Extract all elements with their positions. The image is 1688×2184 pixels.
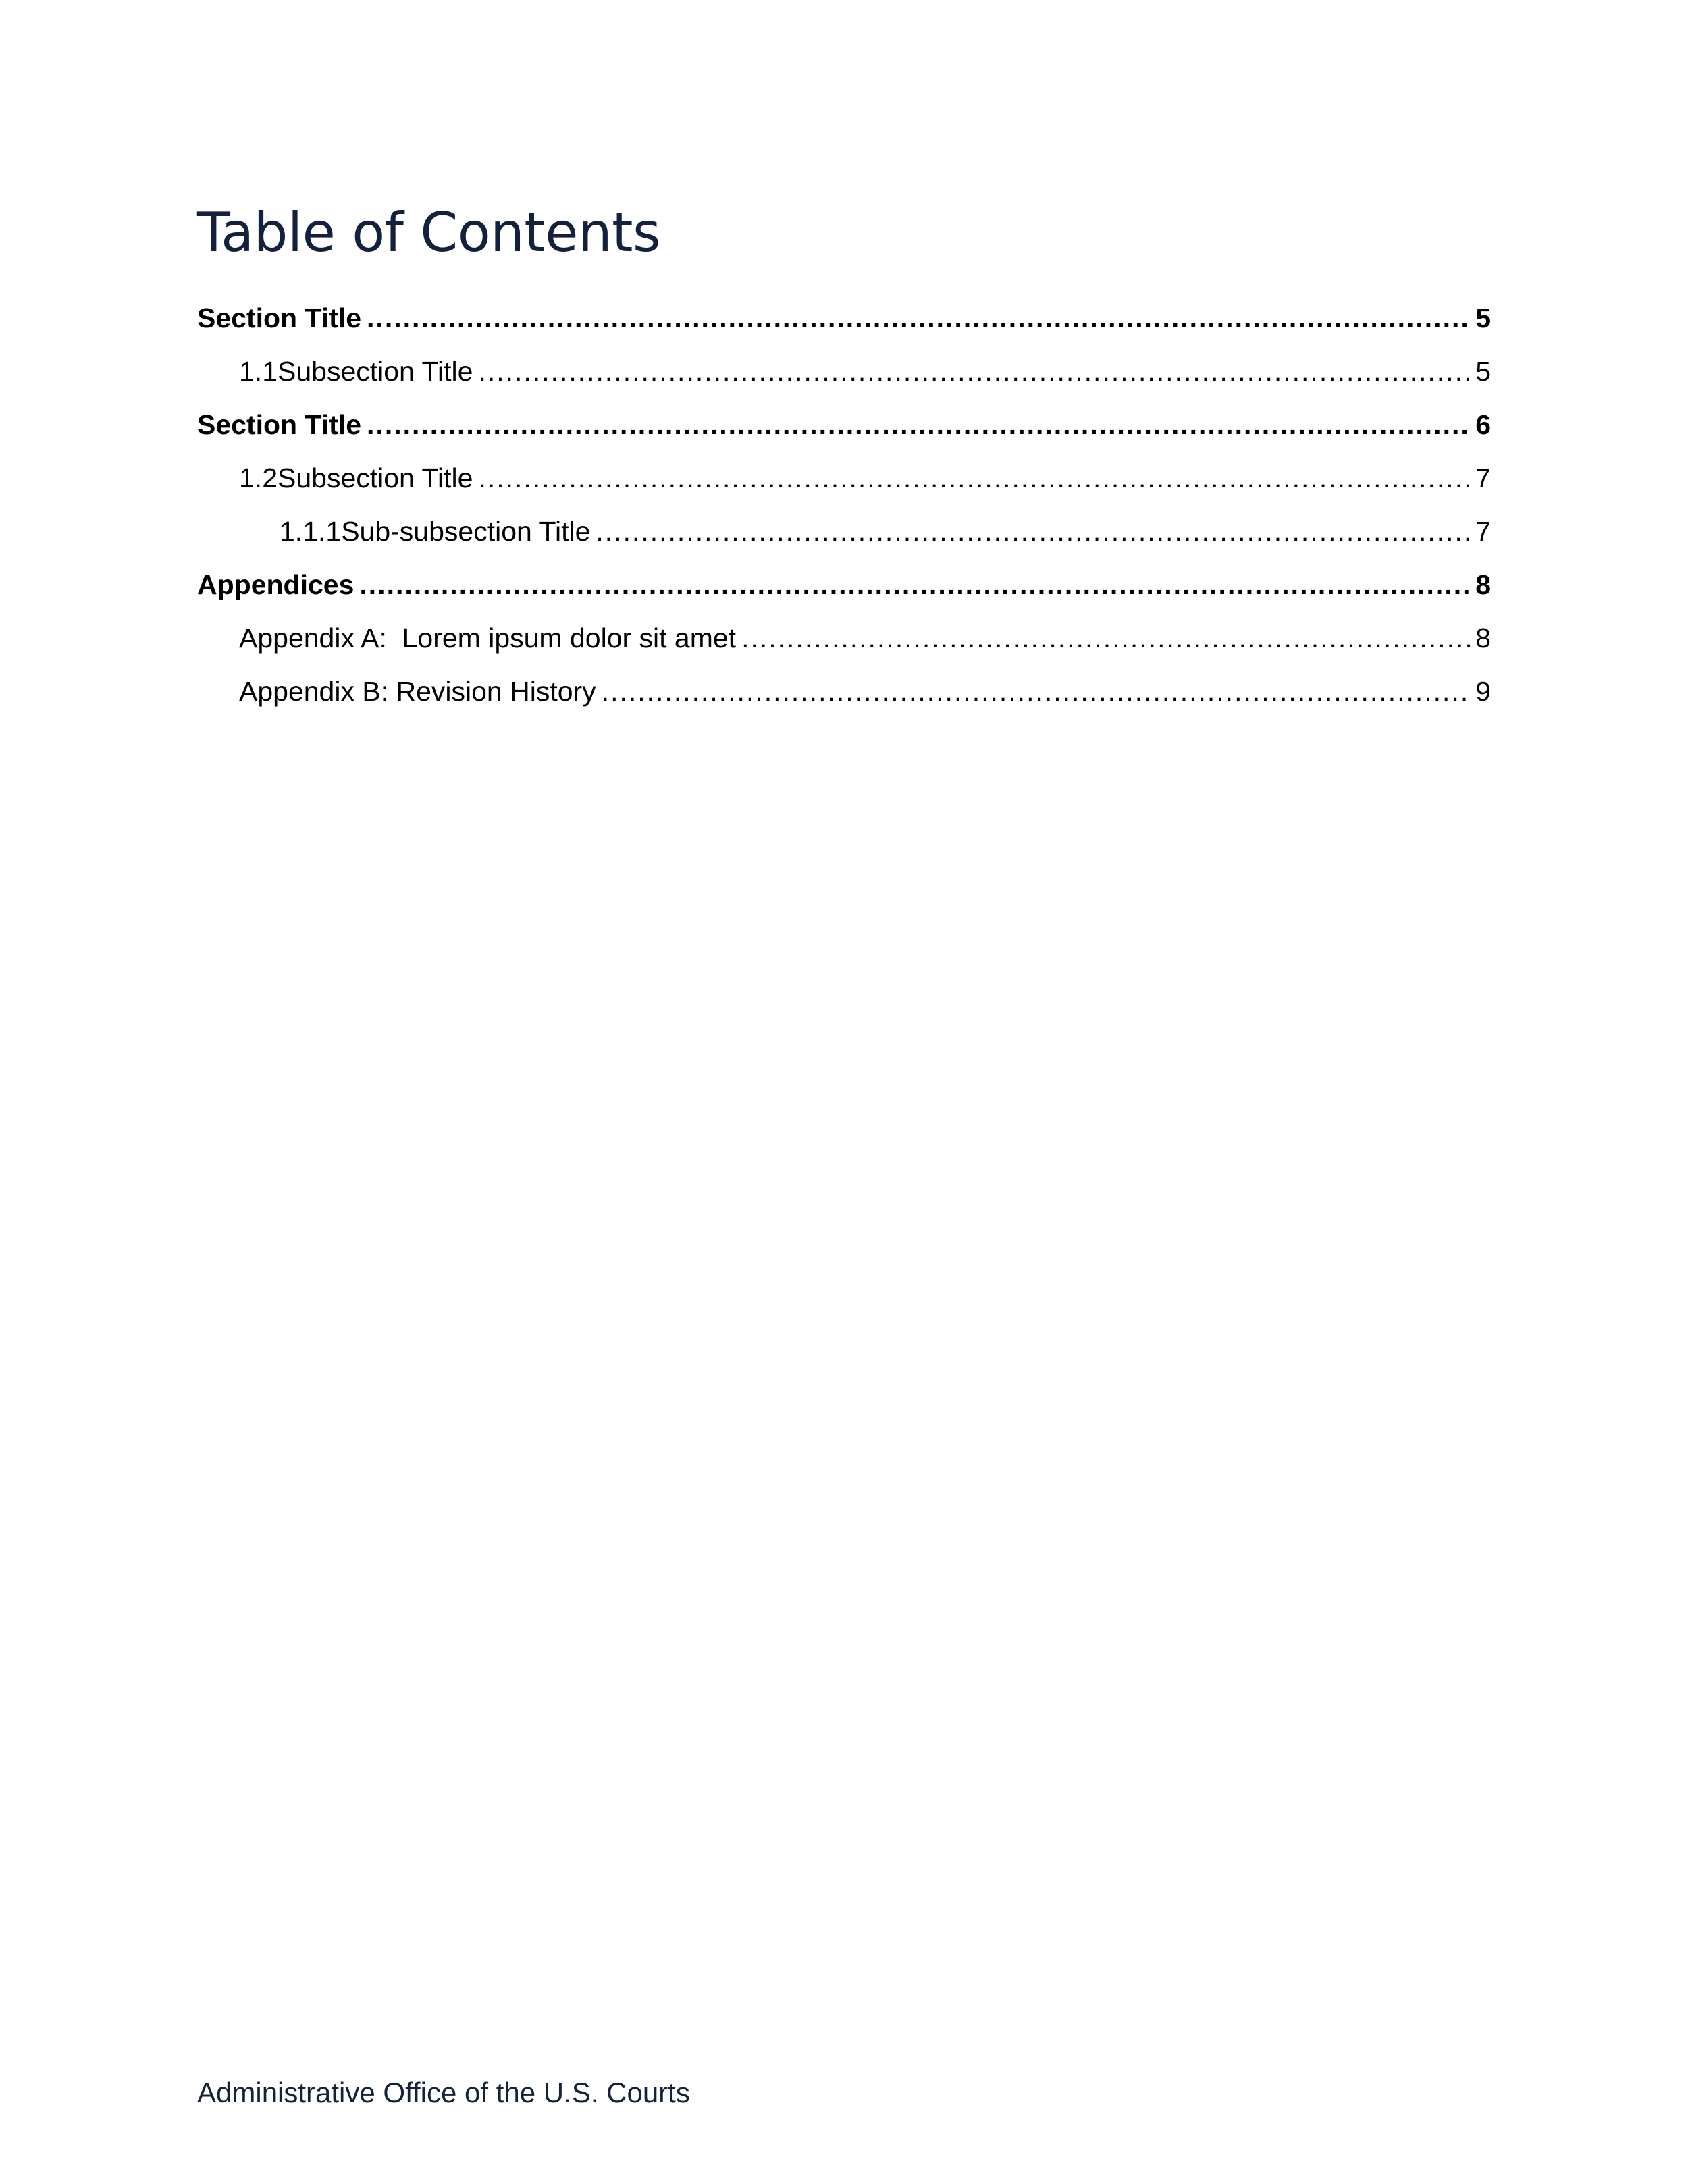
- toc-entry-title: Section Title: [197, 302, 362, 334]
- toc-entry-page: 8: [1475, 622, 1491, 654]
- toc-heading: Table of Contents: [197, 201, 661, 264]
- toc-entry-number: 1.1: [239, 356, 278, 387]
- page-footer: Administrative Office of the U.S. Courts: [197, 2077, 690, 2108]
- toc-dot-leader: [596, 505, 1471, 558]
- toc-entry-title: Appendix A: Lorem ipsum dolor sit amet: [239, 622, 737, 654]
- toc-entry-page: 9: [1475, 676, 1491, 707]
- toc-entry-number: 1.2: [239, 462, 278, 494]
- toc-entry-page: 8: [1475, 569, 1491, 600]
- toc-dot-leader: [478, 345, 1471, 398]
- toc-entry-title: Subsection Title: [278, 462, 473, 494]
- toc-entry-page: 5: [1475, 302, 1491, 334]
- toc-dot-leader: [478, 452, 1471, 505]
- toc-dot-leader: [741, 612, 1471, 665]
- toc-entry[interactable]: [197, 398, 1491, 452]
- toc-dot-leader: [367, 398, 1471, 452]
- toc-entry[interactable]: [197, 558, 1491, 612]
- toc-dot-leader: [359, 558, 1471, 612]
- toc-entry[interactable]: [197, 452, 1491, 505]
- toc-entry[interactable]: [197, 665, 1491, 718]
- table-of-contents: [197, 292, 1491, 718]
- toc-entry-title: Appendix B: Revision History: [239, 676, 596, 707]
- toc-entry[interactable]: [197, 345, 1491, 398]
- toc-entry-number: 1.1.1: [280, 516, 342, 547]
- toc-entry-page: 6: [1475, 409, 1491, 440]
- toc-entry-page: 5: [1475, 356, 1491, 387]
- toc-entry-title: Sub-subsection Title: [341, 516, 591, 547]
- toc-entry-title: Appendices: [197, 569, 354, 600]
- toc-entry-title: Subsection Title: [278, 356, 473, 387]
- toc-dot-leader: [602, 665, 1472, 718]
- toc-entry-page: 7: [1475, 516, 1491, 547]
- toc-entry[interactable]: [197, 505, 1491, 558]
- toc-entry-title: Section Title: [197, 409, 362, 440]
- toc-entry-page: 7: [1475, 462, 1491, 494]
- toc-entry[interactable]: [197, 292, 1491, 345]
- toc-entry[interactable]: [197, 612, 1491, 665]
- toc-dot-leader: [367, 292, 1471, 345]
